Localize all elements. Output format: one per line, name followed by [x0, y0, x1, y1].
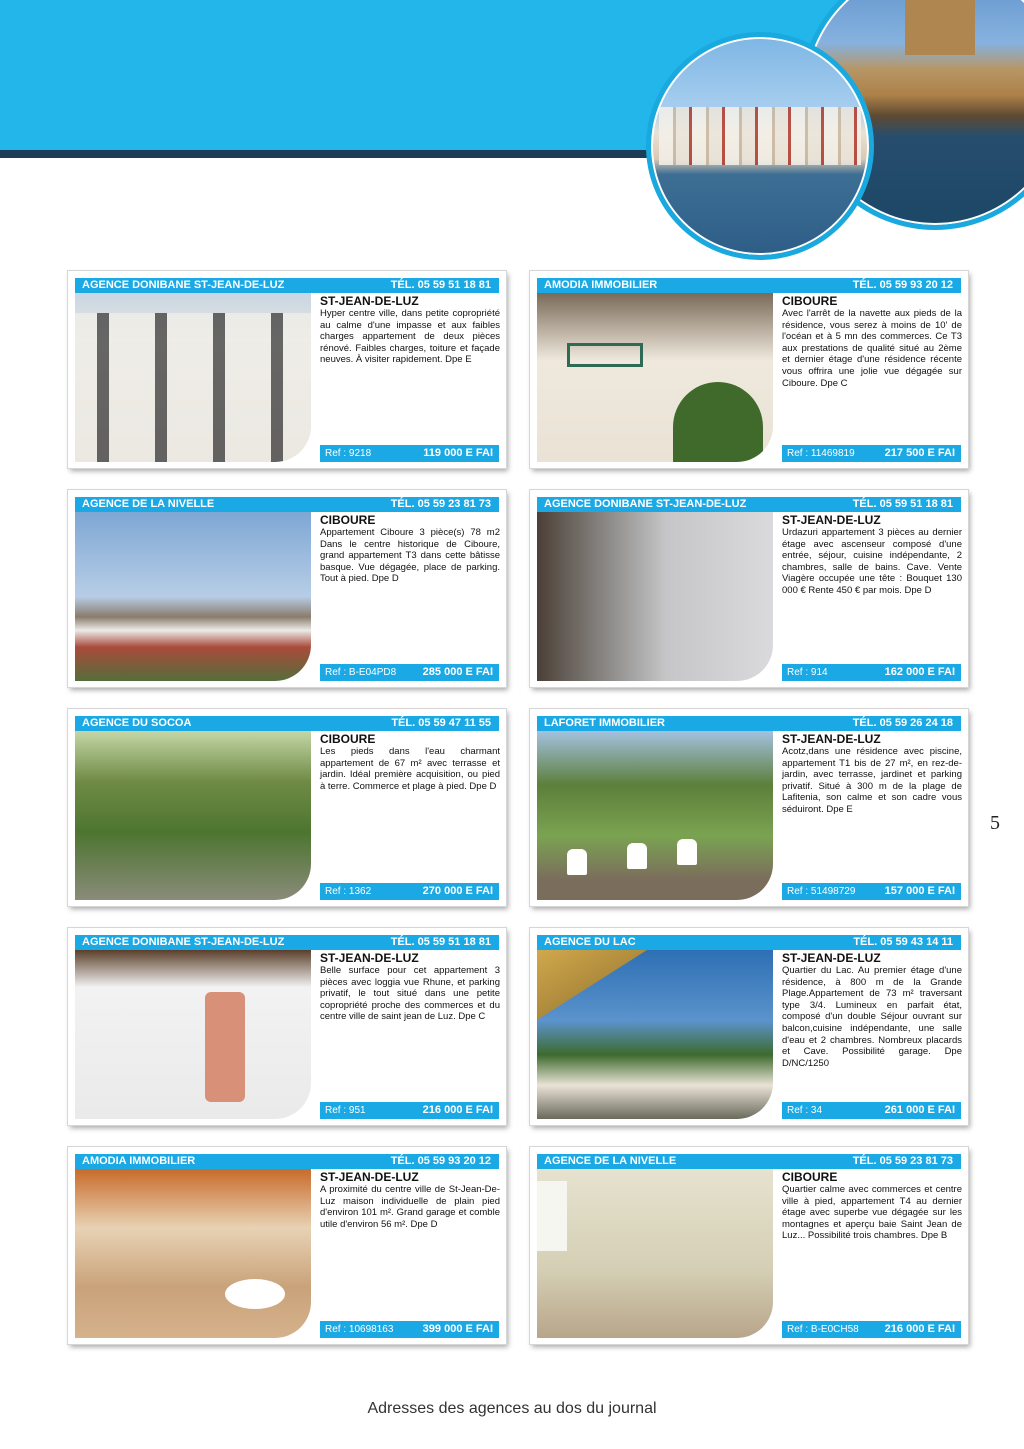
- card-footer: [320, 1102, 499, 1119]
- agency-phone: TÉL. 05 59 51 18 81: [390, 936, 491, 948]
- card-header: [537, 1154, 961, 1169]
- card-header: [75, 1154, 499, 1169]
- town-mountain-view-photo: [75, 512, 311, 681]
- listing-price: 216 000 E FAI: [884, 1323, 955, 1335]
- agency-phone: TÉL. 05 59 23 81 73: [390, 498, 491, 510]
- living-room-photo: [537, 1169, 773, 1338]
- listing-price: 270 000 E FAI: [422, 885, 493, 897]
- listing-ref: Ref : 914: [787, 667, 828, 678]
- listing-card[interactable]: [68, 928, 506, 1125]
- agency-phone: TÉL. 05 59 47 11 55: [391, 717, 491, 729]
- listing-price: 217 500 E FAI: [884, 447, 955, 459]
- agency-phone: TÉL. 05 59 93 20 12: [390, 1155, 491, 1167]
- listing-price: 162 000 E FAI: [884, 666, 955, 678]
- card-header: [537, 497, 961, 512]
- agency-name: AGENCE DE LA NIVELLE: [82, 498, 215, 510]
- building-facade-photo: [75, 293, 311, 462]
- listing-price: 119 000 E FAI: [423, 447, 493, 459]
- agency-name: AGENCE DE LA NIVELLE: [544, 1155, 677, 1167]
- listing-ref: Ref : 34: [787, 1105, 823, 1116]
- card-header: [75, 497, 499, 512]
- listing-description: Belle surface pour cet appartement 3 pièces avec loggia vue Rhune, et parking privatif, le tout situé dans une petite copropriété proche des commerces et du centre ville de saint jean de Luz. Dpe C: [320, 965, 500, 1023]
- agency-phone: TÉL. 05 59 43 14 11: [853, 936, 953, 948]
- agency-phone: TÉL. 05 59 93 20 12: [852, 279, 953, 291]
- listing-description: Hyper centre ville, dans petite copropriété au calme d'une impasse et aux faibles charges appartement de deux pièces rénové. Faibles charges, toiture et façade neuves. À visiter rapidement. Dpe E: [320, 308, 500, 366]
- card-footer: [782, 883, 961, 900]
- listing-town: ST-JEAN-DE-LUZ: [320, 951, 419, 965]
- listing-price: 261 000 E FAI: [884, 1104, 955, 1116]
- card-header: [75, 278, 499, 293]
- agency-phone: TÉL. 05 59 23 81 73: [852, 1155, 953, 1167]
- listing-card[interactable]: [530, 1147, 968, 1344]
- agency-name: AMODIA IMMOBILIER: [544, 279, 658, 291]
- agency-name: AMODIA IMMOBILIER: [82, 1155, 196, 1167]
- listing-description: Acotz,dans une résidence avec piscine, appartement T1 bis de 27 m², en rez-de-jardin, avec terrasse, jardinet et parking privatif. Situé à 300 m de la plage de Lafitenia, son calme et son cadre vous séduiront. Dpe E: [782, 746, 962, 815]
- listing-ref: Ref : 1362: [325, 886, 372, 897]
- listing-price: 399 000 E FAI: [422, 1323, 493, 1335]
- card-footer: [782, 664, 961, 681]
- card-header: [537, 935, 961, 950]
- listing-ref: Ref : 10698163: [325, 1324, 394, 1335]
- listing-town: ST-JEAN-DE-LUZ: [320, 294, 419, 308]
- listing-card[interactable]: [530, 271, 968, 468]
- residence-balcony-photo: [537, 293, 773, 462]
- listing-town: ST-JEAN-DE-LUZ: [782, 732, 881, 746]
- card-header: [537, 278, 961, 293]
- agency-name: AGENCE DONIBANE ST-JEAN-DE-LUZ: [82, 279, 285, 291]
- modern-building-photo: [75, 950, 311, 1119]
- balcony-view-photo: [537, 950, 773, 1119]
- listing-description: Urdazuri appartement 3 pièces au dernier étage avec ascenseur composé d'une entrée, séjour, cuisine indépendante, 2 chambres, salle de bains. Cave. Vente Viagère occupée une tête : Bouquet 130 000 € Rente 450 € par mois. Dpe D: [782, 527, 962, 596]
- listing-ref: Ref : 51498729: [787, 886, 856, 897]
- card-footer: [320, 883, 499, 900]
- agency-name: AGENCE DU SOCOA: [82, 717, 192, 729]
- listing-ref: Ref : 9218: [325, 448, 372, 459]
- listing-description: Appartement Ciboure 3 pièce(s) 78 m2 Dans le centre historique de Ciboure, grand appartement T3 dans cette bâtisse basque. Vue dégagée, place de parking. Tout à pied. Dpe D: [320, 527, 500, 585]
- card-footer: [320, 1321, 499, 1338]
- listing-price: 216 000 E FAI: [422, 1104, 493, 1116]
- garden-path-photo: [75, 731, 311, 900]
- card-header: [75, 716, 499, 731]
- lawn-garden-chairs-photo: [537, 731, 773, 900]
- listing-card[interactable]: [530, 490, 968, 687]
- listing-town: CIBOURE: [782, 1170, 838, 1184]
- listing-description: Avec l'arrêt de la navette aux pieds de la résidence, vous serez à moins de 10' de l'océan et à 5 mn des commerces. Ce T3 aux prestations de qualité situé au 2ème et dernier étage d'une résidence récente vous offrira une jolie vue dégagée sur Ciboure. Dpe C: [782, 308, 962, 389]
- listing-description: Quartier calme avec commerces et centre ville à pied, appartement T4 au dernier étage avec superbe vue dégagée sur les montagnes et aperçu baie Saint Jean de Luz... Possibilité trois chambres. Dpe B: [782, 1184, 962, 1242]
- card-footer: [782, 445, 961, 462]
- listing-town: CIBOURE: [320, 513, 376, 527]
- listing-card[interactable]: [68, 1147, 506, 1344]
- listing-card[interactable]: [530, 709, 968, 906]
- listing-town: CIBOURE: [782, 294, 838, 308]
- listing-description: A proximité du centre ville de St-Jean-De-Luz maison individuelle de plain pied d'environ 101 m². Grand garage et comble utile d'environ 56 m². Dpe D: [320, 1184, 500, 1230]
- card-footer: [320, 664, 499, 681]
- agency-name: AGENCE DONIBANE ST-JEAN-DE-LUZ: [82, 936, 285, 948]
- card-footer: [320, 445, 499, 462]
- bathroom-interior-photo: [537, 512, 773, 681]
- listing-town: ST-JEAN-DE-LUZ: [782, 951, 881, 965]
- listing-price: 157 000 E FAI: [884, 885, 955, 897]
- listing-card[interactable]: [68, 271, 506, 468]
- listing-card[interactable]: [530, 928, 968, 1125]
- agency-name: LAFORET IMMOBILIER: [544, 717, 665, 729]
- agency-phone: TÉL. 05 59 26 24 18: [852, 717, 953, 729]
- listing-ref: Ref : 951: [325, 1105, 366, 1116]
- listing-town: ST-JEAN-DE-LUZ: [320, 1170, 419, 1184]
- listing-ref: Ref : B-E04PD8: [325, 667, 397, 678]
- harbour-town-photo: [646, 32, 874, 260]
- card-footer: [782, 1102, 961, 1119]
- listing-ref: Ref : B-E0CH58: [787, 1324, 859, 1335]
- page-number: 5: [990, 812, 1000, 834]
- card-header: [537, 716, 961, 731]
- listing-town: CIBOURE: [320, 732, 376, 746]
- agency-phone: TÉL. 05 59 51 18 81: [390, 279, 491, 291]
- card-footer: [782, 1321, 961, 1338]
- listing-card[interactable]: [68, 490, 506, 687]
- listing-description: Quartier du Lac. Au premier étage d'une résidence, à 800 m de la Grande Plage.Appartement de 73 m² traversant type 3/4. Lumineux en parfait état, composé d'un double Séjour ouvrant sur balcon,cuisine indépendante, une salle d'eau et 2 chambres. Nombreux placards et Cave. Possibilité garage. Dpe D/NC/1250: [782, 965, 962, 1069]
- agency-phone: TÉL. 05 59 51 18 81: [852, 498, 953, 510]
- listing-town: ST-JEAN-DE-LUZ: [782, 513, 881, 527]
- listing-ref: Ref : 11469819: [787, 448, 855, 459]
- listing-card[interactable]: [68, 709, 506, 906]
- agency-name: AGENCE DONIBANE ST-JEAN-DE-LUZ: [544, 498, 747, 510]
- listing-price: 285 000 E FAI: [422, 666, 493, 678]
- agency-name: AGENCE DU LAC: [544, 936, 636, 948]
- footer-note: Adresses des agences au dos du journal: [367, 1400, 657, 1417]
- card-header: [75, 935, 499, 950]
- listing-description: Les pieds dans l'eau charmant appartement de 67 m² avec terrasse et jardin. Idéal première acquisition, ou pied à terre. Commerce et plage à pied. Dpe D: [320, 746, 500, 792]
- dining-room-photo: [75, 1169, 311, 1338]
